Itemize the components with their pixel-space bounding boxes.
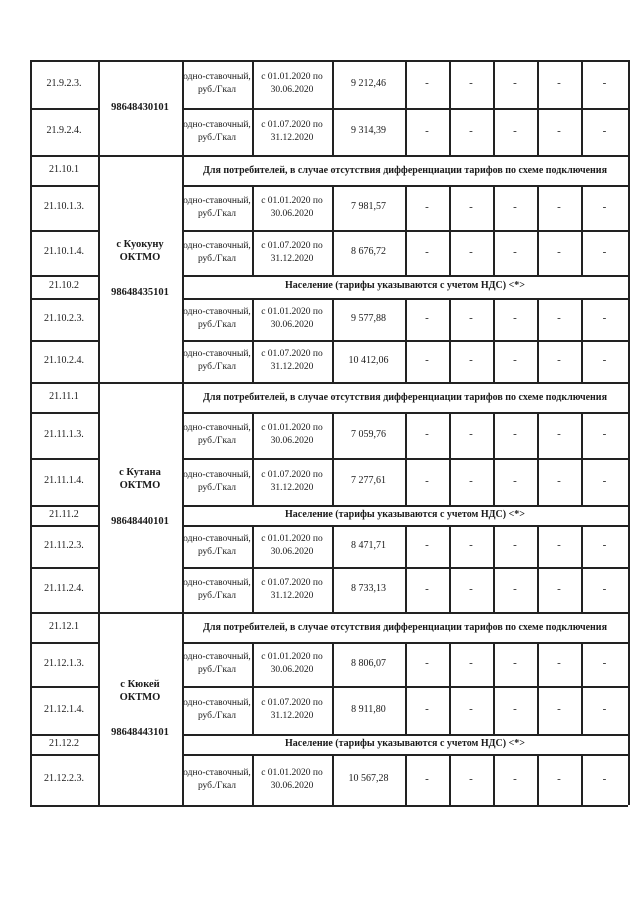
validity-period: с 01.07.2020 по 31.12.2020 xyxy=(261,469,323,493)
validity-period: с 01.07.2020 по 31.12.2020 xyxy=(261,349,323,372)
empty-value-cell: - xyxy=(602,354,607,367)
column-border xyxy=(581,298,583,340)
empty-value-cell: - xyxy=(602,657,607,670)
empty-value-cell: - xyxy=(513,200,517,213)
rate-type: одно-ставочный, руб./Гкал xyxy=(183,307,251,330)
column-border xyxy=(537,340,539,382)
empty-value-cell: - xyxy=(469,772,473,785)
row-code: 21.9.2.3. xyxy=(46,77,82,89)
column-border xyxy=(182,525,184,567)
rate-type: одно-ставочный, руб./Гкал xyxy=(183,534,251,557)
empty-value-cell: - xyxy=(602,772,607,785)
empty-value-cell: - xyxy=(557,312,561,325)
column-border xyxy=(252,230,254,275)
column-border xyxy=(493,230,495,275)
empty-value-cell: - xyxy=(513,312,517,325)
column-border xyxy=(628,60,630,805)
column-border xyxy=(449,686,451,734)
population-section-header: Население (тарифы указываются с учетом НДС) <*> xyxy=(285,737,525,749)
row-code: 21.12.2 xyxy=(49,737,79,749)
column-border xyxy=(581,458,583,505)
validity-period: с 01.01.2020 по 30.06.2020 xyxy=(261,534,323,557)
column-border xyxy=(405,230,407,275)
column-border xyxy=(182,458,184,505)
row-code: 21.12.1 xyxy=(49,620,79,632)
empty-value-cell: - xyxy=(425,200,429,213)
column-border xyxy=(252,185,254,230)
column-border xyxy=(182,60,184,108)
column-border xyxy=(182,185,184,230)
column-border xyxy=(537,298,539,340)
validity-period: с 01.01.2020 по 30.06.2020 xyxy=(261,72,323,95)
population-section-header: Население (тарифы указываются с учетом НДС) <*> xyxy=(285,280,525,292)
empty-value-cell: - xyxy=(513,124,517,137)
tariff-value: 8 806,07 xyxy=(351,657,386,669)
column-border xyxy=(449,60,451,108)
column-border xyxy=(537,458,539,505)
column-border xyxy=(252,60,254,108)
empty-value-cell: - xyxy=(513,428,517,441)
column-border xyxy=(449,340,451,382)
empty-value-cell: - xyxy=(557,428,561,441)
consumer-section-header: Для потребителей, в случае отсутствия дифференциации тарифов по схеме подключения xyxy=(203,621,607,633)
empty-value-cell: - xyxy=(469,77,473,90)
empty-value-cell: - xyxy=(557,474,561,487)
validity-period: с 01.07.2020 по 31.12.2020 xyxy=(261,240,323,264)
column-border xyxy=(493,412,495,458)
empty-value-cell: - xyxy=(425,354,429,367)
column-border xyxy=(537,412,539,458)
column-border xyxy=(405,60,407,108)
row-code: 21.10.1 xyxy=(49,163,79,175)
empty-value-cell: - xyxy=(425,428,429,441)
empty-value-cell: - xyxy=(602,474,607,487)
empty-value-cell: - xyxy=(425,245,429,258)
empty-value-cell: - xyxy=(557,200,561,213)
column-border xyxy=(252,642,254,686)
validity-period: с 01.01.2020 по 30.06.2020 xyxy=(261,767,323,791)
empty-value-cell: - xyxy=(469,582,473,595)
column-border xyxy=(252,340,254,382)
column-border xyxy=(405,642,407,686)
tariff-value: 8 676,72 xyxy=(351,246,386,258)
column-border xyxy=(581,525,583,567)
tariff-value: 8 733,13 xyxy=(351,583,386,595)
column-border xyxy=(581,412,583,458)
column-border xyxy=(405,567,407,612)
column-border xyxy=(252,108,254,155)
empty-value-cell: - xyxy=(513,657,517,670)
empty-value-cell: - xyxy=(469,245,473,258)
empty-value-cell: - xyxy=(557,582,561,595)
tariff-value: 7 277,61 xyxy=(351,475,386,487)
row-code: 21.11.1.3. xyxy=(44,428,84,440)
rate-type: одно-ставочный, руб./Гкал xyxy=(183,652,251,675)
empty-value-cell: - xyxy=(425,124,429,137)
column-border xyxy=(449,525,451,567)
column-border xyxy=(182,612,184,642)
column-border xyxy=(182,642,184,686)
empty-value-cell: - xyxy=(602,245,607,258)
rate-type: одно-ставочный, руб./Гкал xyxy=(183,577,251,601)
column-border xyxy=(332,412,334,458)
column-border xyxy=(332,525,334,567)
column-border xyxy=(332,642,334,686)
empty-value-cell: - xyxy=(557,77,561,90)
column-border xyxy=(537,230,539,275)
column-border xyxy=(332,686,334,734)
column-border xyxy=(581,108,583,155)
locality-cell xyxy=(98,60,182,155)
column-border xyxy=(252,298,254,340)
tariff-value: 8 911,80 xyxy=(351,703,386,715)
oktmo-label: ОКТМО xyxy=(119,691,161,703)
column-border xyxy=(332,458,334,505)
row-code: 21.12.1.4. xyxy=(44,703,84,715)
tariff-value: 7 981,57 xyxy=(351,201,386,213)
column-border xyxy=(332,567,334,612)
validity-period: с 01.07.2020 по 31.12.2020 xyxy=(261,577,323,601)
empty-value-cell: - xyxy=(469,354,473,367)
tariff-value: 10 567,28 xyxy=(348,773,389,785)
column-border xyxy=(493,108,495,155)
empty-value-cell: - xyxy=(425,77,429,90)
consumer-section-header: Для потребителей, в случае отсутствия дифференциации тарифов по схеме подключения xyxy=(203,164,607,176)
validity-period: с 01.01.2020 по 30.06.2020 xyxy=(261,307,323,330)
column-border xyxy=(581,340,583,382)
column-border xyxy=(182,382,184,412)
oktmo-code: 98648435101 xyxy=(111,287,169,299)
column-border xyxy=(537,185,539,230)
empty-value-cell: - xyxy=(513,77,517,90)
column-border xyxy=(182,340,184,382)
row-code: 21.10.2.4. xyxy=(44,354,84,366)
empty-value-cell: - xyxy=(602,77,607,90)
column-border xyxy=(252,525,254,567)
column-border xyxy=(449,458,451,505)
column-border xyxy=(405,686,407,734)
column-border xyxy=(493,458,495,505)
validity-period: с 01.01.2020 по 30.06.2020 xyxy=(261,195,323,219)
column-border xyxy=(182,275,184,298)
empty-value-cell: - xyxy=(469,428,473,441)
column-border xyxy=(537,754,539,805)
row-code: 21.10.1.4. xyxy=(44,246,84,258)
column-border xyxy=(405,754,407,805)
empty-value-cell: - xyxy=(557,703,561,716)
tariff-value: 9 212,46 xyxy=(351,77,386,89)
column-border xyxy=(405,108,407,155)
rate-type: одно-ставочный, руб./Гкал xyxy=(183,423,251,446)
validity-period: с 01.07.2020 по 31.12.2020 xyxy=(261,119,323,143)
column-border xyxy=(449,642,451,686)
column-border xyxy=(449,298,451,340)
locality-name: с Кутана xyxy=(119,467,161,479)
empty-value-cell: - xyxy=(513,772,517,785)
empty-value-cell: - xyxy=(602,312,607,325)
empty-value-cell: - xyxy=(602,200,607,213)
tariff-value: 7 059,76 xyxy=(351,428,386,440)
column-border xyxy=(332,185,334,230)
oktmo-code: 98648430101 xyxy=(111,101,169,113)
column-border xyxy=(537,525,539,567)
column-border xyxy=(182,108,184,155)
rate-type: одно-ставочный, руб./Гкал xyxy=(183,767,251,791)
column-border xyxy=(182,505,184,525)
rate-type: одно-ставочный, руб./Гкал xyxy=(183,698,251,721)
empty-value-cell: - xyxy=(425,657,429,670)
empty-value-cell: - xyxy=(557,657,561,670)
column-border xyxy=(493,60,495,108)
column-border xyxy=(537,108,539,155)
column-border xyxy=(493,642,495,686)
column-border xyxy=(493,754,495,805)
row-code: 21.11.2 xyxy=(49,508,79,520)
column-border xyxy=(493,567,495,612)
column-border xyxy=(449,230,451,275)
column-border xyxy=(182,412,184,458)
rate-type: одно-ставочный, руб./Гкал xyxy=(183,72,251,95)
column-border xyxy=(581,567,583,612)
column-border xyxy=(405,340,407,382)
consumer-section-header: Для потребителей, в случае отсутствия дифференциации тарифов по схеме подключения xyxy=(203,391,607,403)
row-code: 21.10.2 xyxy=(49,280,79,292)
empty-value-cell: - xyxy=(469,124,473,137)
row-code: 21.12.1.3. xyxy=(44,657,84,669)
empty-value-cell: - xyxy=(602,428,607,441)
empty-value-cell: - xyxy=(602,124,607,137)
row-code: 21.12.2.3. xyxy=(44,773,84,785)
column-border xyxy=(182,155,184,185)
validity-period: с 01.01.2020 по 30.06.2020 xyxy=(261,423,323,446)
column-border xyxy=(252,412,254,458)
empty-value-cell: - xyxy=(513,703,517,716)
column-border xyxy=(449,108,451,155)
empty-value-cell: - xyxy=(425,474,429,487)
row-border xyxy=(30,805,628,807)
tariff-value: 8 471,71 xyxy=(351,539,386,551)
row-code: 21.10.1.3. xyxy=(44,201,84,213)
empty-value-cell: - xyxy=(602,539,607,552)
rate-type: одно-ставочный, руб./Гкал xyxy=(183,240,251,264)
column-border xyxy=(493,525,495,567)
oktmo-code: 98648440101 xyxy=(111,515,169,527)
row-code: 21.11.1.4. xyxy=(44,475,84,487)
column-border xyxy=(405,458,407,505)
oktmo-label: ОКТМО xyxy=(119,251,161,263)
empty-value-cell: - xyxy=(513,539,517,552)
empty-value-cell: - xyxy=(469,474,473,487)
row-code: 21.11.2.3. xyxy=(44,539,84,551)
oktmo-label: ОКТМО xyxy=(119,480,161,492)
column-border xyxy=(332,298,334,340)
population-section-header: Население (тарифы указываются с учетом НДС) <*> xyxy=(285,508,525,520)
locality-name: с Куокуну xyxy=(116,238,164,250)
empty-value-cell: - xyxy=(557,354,561,367)
empty-value-cell: - xyxy=(513,245,517,258)
column-border xyxy=(537,567,539,612)
empty-value-cell: - xyxy=(557,772,561,785)
empty-value-cell: - xyxy=(425,582,429,595)
column-border xyxy=(182,230,184,275)
column-border xyxy=(449,412,451,458)
tariff-value: 10 412,06 xyxy=(348,354,389,366)
rate-type: одно-ставочный, руб./Гкал xyxy=(183,119,251,143)
column-border xyxy=(332,230,334,275)
rate-type: одно-ставочный, руб./Гкал xyxy=(183,195,251,219)
empty-value-cell: - xyxy=(425,703,429,716)
rate-type: одно-ставочный, руб./Гкал xyxy=(183,349,251,372)
empty-value-cell: - xyxy=(469,703,473,716)
column-border xyxy=(581,60,583,108)
column-border xyxy=(182,754,184,805)
column-border xyxy=(449,754,451,805)
empty-value-cell: - xyxy=(513,582,517,595)
row-code: 21.10.2.3. xyxy=(44,312,84,324)
column-border xyxy=(252,458,254,505)
locality-cell xyxy=(98,155,182,382)
column-border xyxy=(405,298,407,340)
column-border xyxy=(581,754,583,805)
empty-value-cell: - xyxy=(469,657,473,670)
empty-value-cell: - xyxy=(557,245,561,258)
locality-name: с Кюкей xyxy=(120,678,160,690)
column-border xyxy=(332,108,334,155)
tariff-value: 9 577,88 xyxy=(351,312,386,324)
empty-value-cell: - xyxy=(469,200,473,213)
column-border xyxy=(537,686,539,734)
column-border xyxy=(537,60,539,108)
validity-period: с 01.07.2020 по 31.12.2020 xyxy=(261,698,323,721)
rate-type: одно-ставочный, руб./Гкал xyxy=(183,469,251,493)
locality-cell xyxy=(98,382,182,612)
column-border xyxy=(493,340,495,382)
column-border xyxy=(332,60,334,108)
column-border xyxy=(405,185,407,230)
row-code: 21.11.2.4. xyxy=(44,583,84,595)
column-border xyxy=(449,185,451,230)
empty-value-cell: - xyxy=(425,539,429,552)
tariff-value: 9 314,39 xyxy=(351,125,386,137)
column-border xyxy=(252,754,254,805)
column-border xyxy=(581,230,583,275)
row-code: 21.9.2.4. xyxy=(46,125,82,137)
column-border xyxy=(493,686,495,734)
empty-value-cell: - xyxy=(557,124,561,137)
column-border xyxy=(449,567,451,612)
column-border xyxy=(537,642,539,686)
empty-value-cell: - xyxy=(425,772,429,785)
column-border xyxy=(252,686,254,734)
column-border xyxy=(182,686,184,734)
column-border xyxy=(581,686,583,734)
empty-value-cell: - xyxy=(602,703,607,716)
column-border xyxy=(182,734,184,754)
column-border xyxy=(332,754,334,805)
empty-value-cell: - xyxy=(469,539,473,552)
empty-value-cell: - xyxy=(513,354,517,367)
locality-cell xyxy=(98,612,182,805)
column-border xyxy=(405,412,407,458)
oktmo-code: 98648443101 xyxy=(111,727,169,739)
empty-value-cell: - xyxy=(469,312,473,325)
empty-value-cell: - xyxy=(513,474,517,487)
column-border xyxy=(30,60,32,805)
empty-value-cell: - xyxy=(425,312,429,325)
column-border xyxy=(182,567,184,612)
column-border xyxy=(493,185,495,230)
column-border xyxy=(405,525,407,567)
empty-value-cell: - xyxy=(557,539,561,552)
column-border xyxy=(581,185,583,230)
row-code: 21.11.1 xyxy=(49,390,79,402)
column-border xyxy=(581,642,583,686)
empty-value-cell: - xyxy=(602,582,607,595)
column-border xyxy=(493,298,495,340)
column-border xyxy=(252,567,254,612)
column-border xyxy=(332,340,334,382)
column-border xyxy=(182,298,184,340)
validity-period: с 01.01.2020 по 30.06.2020 xyxy=(261,652,323,675)
